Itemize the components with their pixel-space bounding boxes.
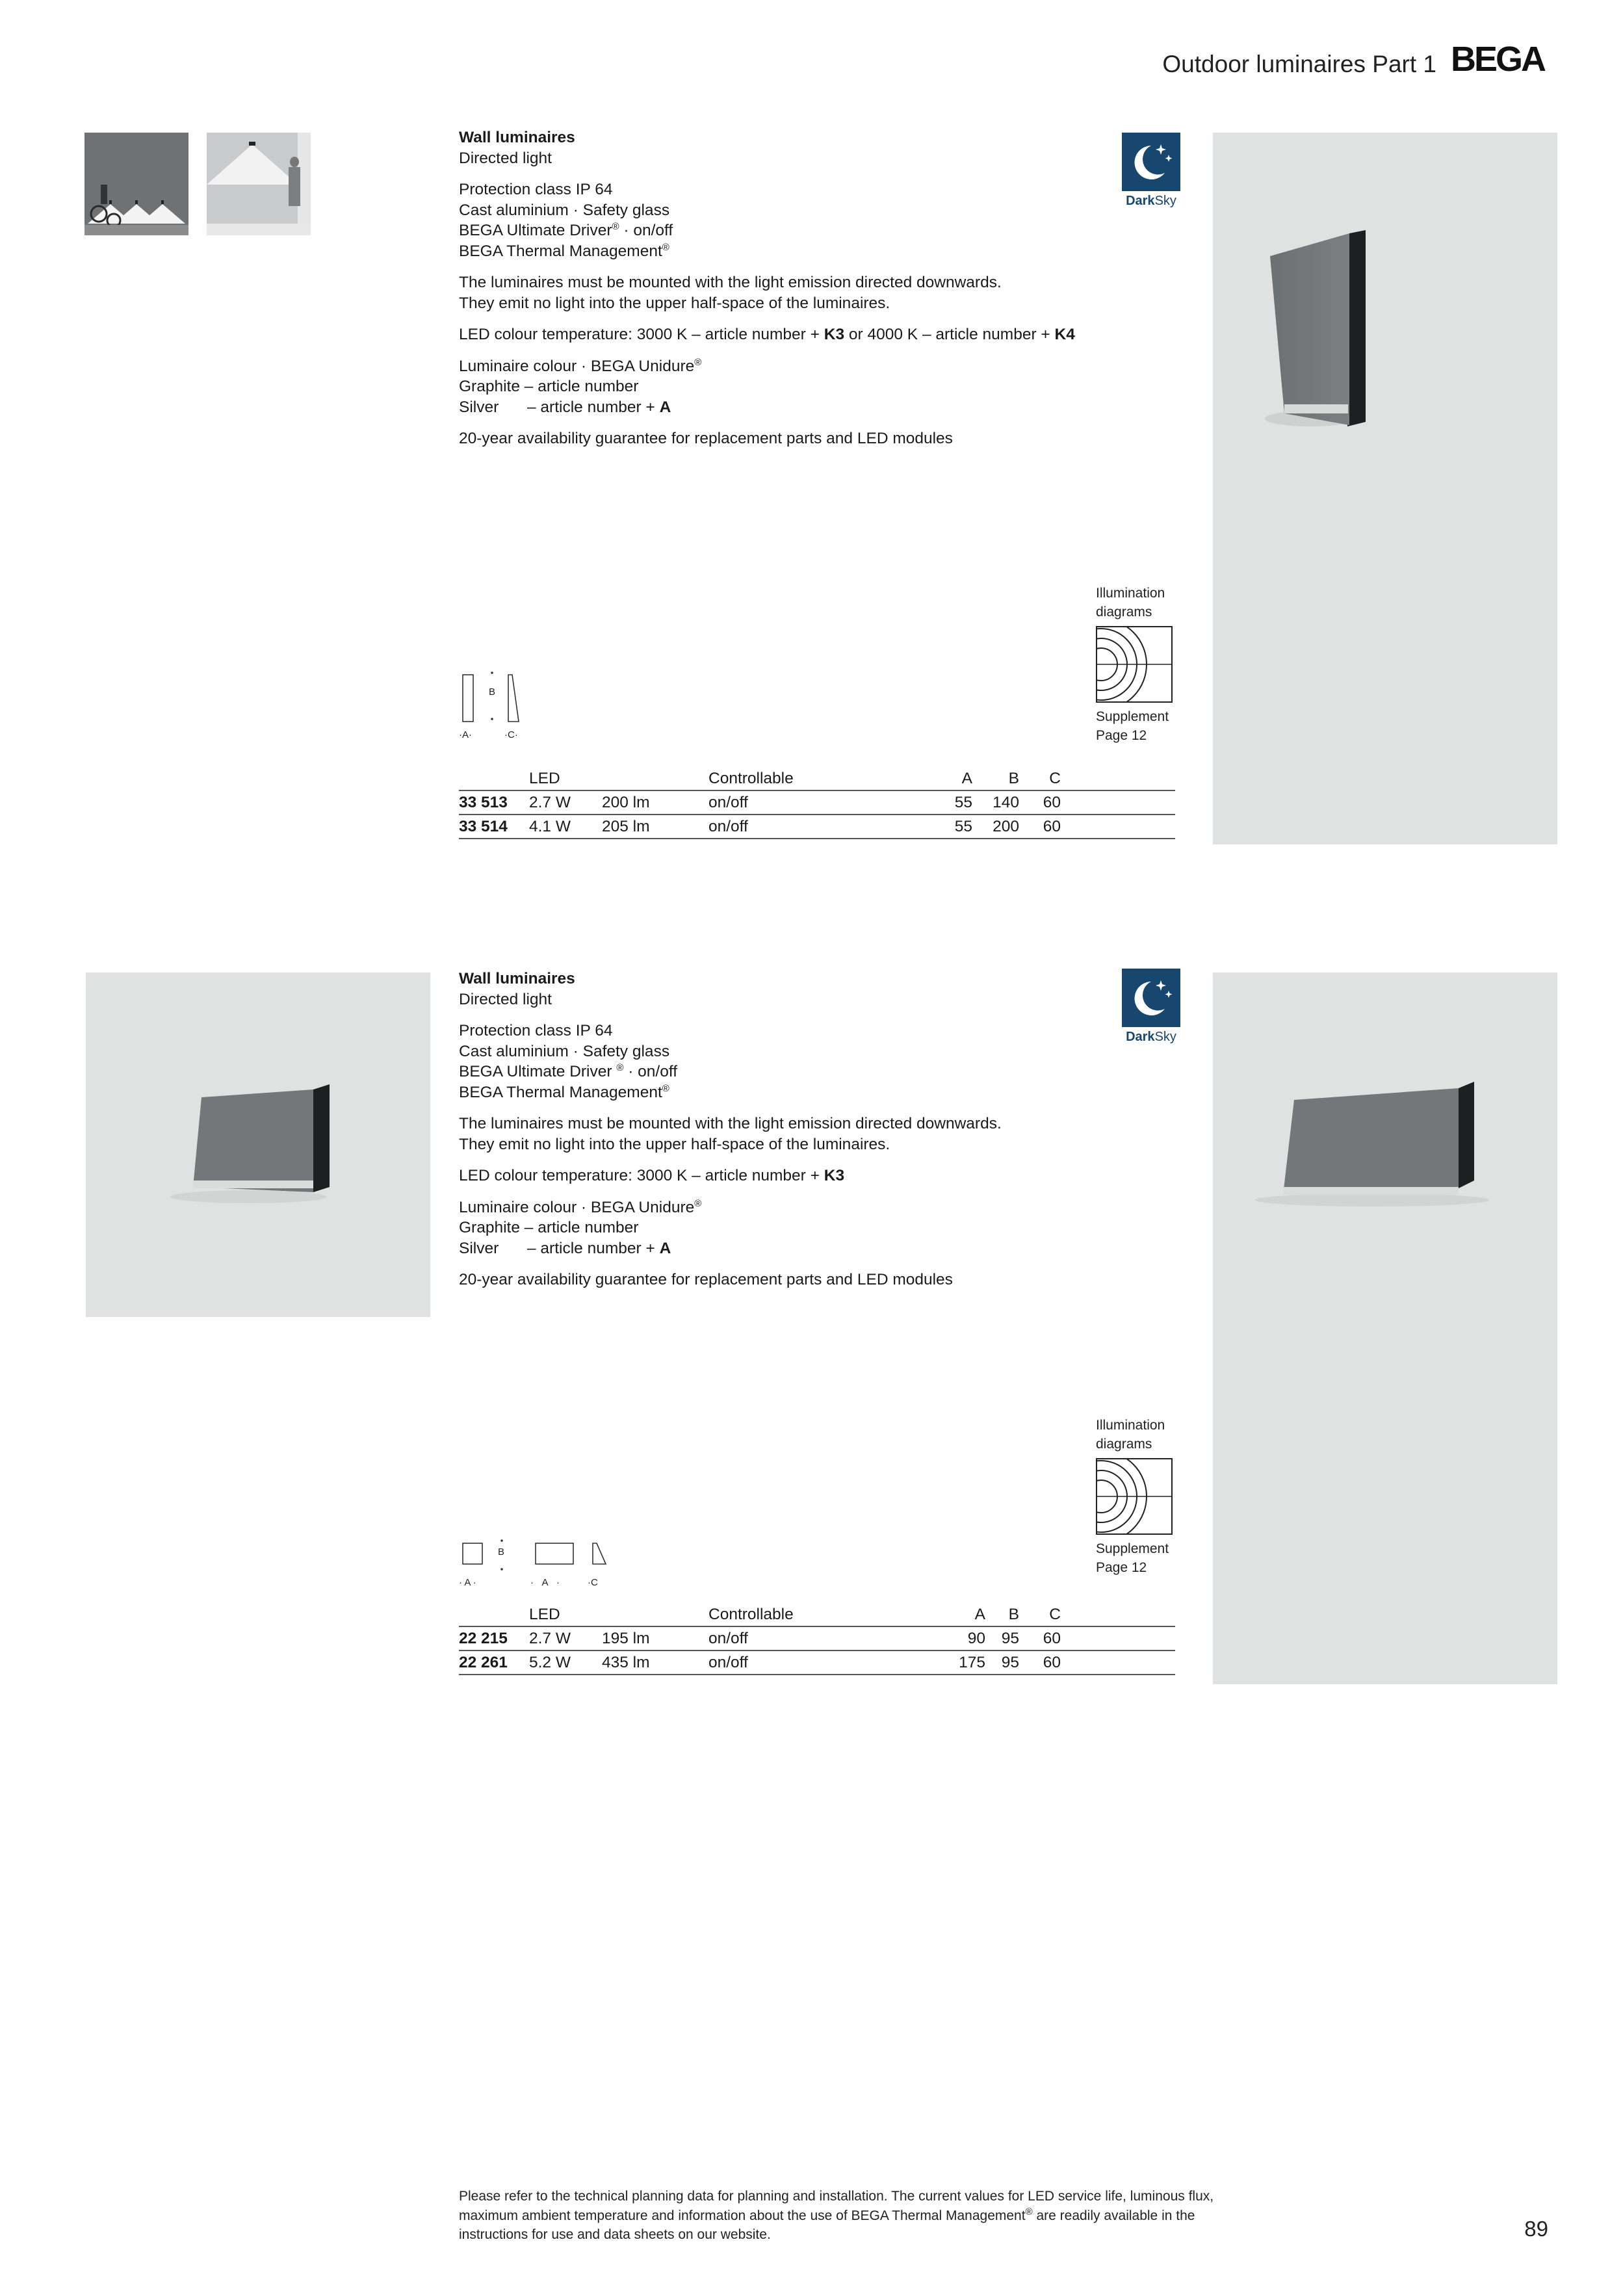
dim-c: 60	[1019, 1626, 1061, 1650]
spec-thermal: BEGA Thermal Management®	[459, 1082, 669, 1101]
spec-material: Cast aluminium · Safety glass	[459, 1042, 670, 1060]
supplement-reference: Supplement Page 12	[1096, 709, 1169, 743]
dim-a: 55	[877, 815, 972, 839]
dim-c: 60	[1019, 1650, 1061, 1675]
col-led: LED	[529, 1605, 560, 1623]
colour-silver: Silver – article number + A	[459, 398, 671, 416]
lumens: 435 lm	[602, 1650, 708, 1675]
spec-thermal: BEGA Thermal Management®	[459, 241, 669, 260]
luminaire-colour: Luminaire colour · BEGA Unidure®	[459, 1197, 702, 1216]
col-c: C	[1049, 769, 1061, 787]
darksky-label: DarkSky	[1126, 194, 1176, 208]
dimension-label-a: · A ·	[459, 1577, 476, 1588]
moon-stars-icon	[1122, 133, 1180, 191]
table-row	[459, 815, 1175, 839]
darksky-label: DarkSky	[1126, 1030, 1176, 1044]
product-subtitle: Directed light	[459, 149, 552, 167]
mounting-note: The luminaires must be mounted with the light emission directed downwards.	[459, 1115, 1002, 1132]
article-number: 22 261	[459, 1650, 529, 1675]
led-colour-temperature: LED colour temperature: 3000 K – article number + K3	[459, 1167, 845, 1184]
dim-a: 175	[877, 1650, 985, 1675]
dim-b: 95	[985, 1650, 1019, 1675]
colour-silver: Silver – article number + A	[459, 1239, 671, 1257]
lumens: 205 lm	[602, 815, 708, 839]
product-subtitle: Directed light	[459, 990, 552, 1008]
table-row	[459, 1650, 1175, 1675]
application-thumbnail-2	[207, 133, 311, 235]
dim-c: 60	[1019, 790, 1061, 815]
spec-material: Cast aluminium · Safety glass	[459, 201, 670, 219]
colour-graphite: Graphite – article number	[459, 1219, 639, 1236]
controllable: on/off	[708, 815, 877, 839]
table-row	[459, 1626, 1175, 1650]
mounting-note: The luminaires must be mounted with the light emission directed downwards.	[459, 274, 1002, 291]
illumination-diagram-icon[interactable]	[1096, 626, 1173, 703]
mounting-note-2: They emit no light into the upper half-space of the luminaires.	[459, 294, 890, 312]
product-description-1	[459, 127, 1109, 460]
col-b: B	[1008, 769, 1019, 787]
article-number: 22 215	[459, 1626, 529, 1650]
wattage: 2.7 W	[529, 790, 602, 815]
dimension-label-a-2: · A ·	[530, 1577, 560, 1588]
wattage: 4.1 W	[529, 815, 602, 839]
spec-protection: Protection class IP 64	[459, 181, 613, 198]
luminaire-colour: Luminaire colour · BEGA Unidure®	[459, 356, 702, 375]
section-title: Outdoor luminaires Part 1	[1162, 51, 1436, 77]
dim-a: 55	[877, 790, 972, 815]
product-title: Wall luminaires	[459, 129, 575, 146]
spec-driver: BEGA Ultimate Driver ® · on/off	[459, 1062, 678, 1080]
mounting-note-2: They emit no light into the upper half-space of the luminaires.	[459, 1135, 890, 1153]
dimension-label-b: B	[498, 1546, 505, 1558]
spec-table-1	[459, 767, 1175, 839]
product-photo-2a	[86, 972, 430, 1317]
availability-guarantee: 20-year availability guarantee for replacement parts and LED modules	[459, 430, 953, 447]
dimension-label-a: ·A·	[459, 729, 473, 740]
col-b: B	[1008, 1605, 1019, 1623]
table-row	[459, 790, 1175, 815]
col-a: A	[974, 1605, 985, 1623]
application-thumbnail-1	[84, 133, 188, 235]
dim-b: 140	[972, 790, 1019, 815]
page-number: 89	[1524, 2217, 1548, 2241]
dimension-label-c: ·C·	[504, 729, 518, 740]
product-photo-1	[1213, 133, 1557, 844]
controllable: on/off	[708, 790, 877, 815]
dimension-label-c: ·C	[588, 1577, 598, 1588]
dim-b: 200	[972, 815, 1019, 839]
footer-note: Please refer to the technical planning data for planning and installation. The current values for LED service life, luminous flux, maximum ambient temperature and information about the use of BEGA Thermal Management® are readily available in the instructions for use and data sheets on our website.	[459, 2189, 1214, 2242]
dimension-drawing-1	[459, 670, 537, 748]
wattage: 5.2 W	[529, 1650, 602, 1675]
product-photo-2b	[1213, 972, 1557, 1684]
spec-protection: Protection class IP 64	[459, 1022, 613, 1039]
lumens: 195 lm	[602, 1626, 708, 1650]
illumination-diagram-icon[interactable]	[1096, 1458, 1173, 1535]
product-description-2	[459, 969, 1109, 1301]
lumens: 200 lm	[602, 790, 708, 815]
availability-guarantee: 20-year availability guarantee for replacement parts and LED modules	[459, 1271, 953, 1288]
wattage: 2.7 W	[529, 1626, 602, 1650]
col-controllable: Controllable	[708, 1605, 794, 1623]
moon-stars-icon	[1122, 969, 1180, 1027]
product-title: Wall luminaires	[459, 970, 575, 987]
dimension-drawing-2	[459, 1537, 615, 1595]
col-controllable: Controllable	[708, 769, 794, 787]
col-led: LED	[529, 769, 560, 787]
darksky-badge	[1122, 969, 1180, 1045]
col-c: C	[1049, 1605, 1061, 1623]
illumination-label: Illumination diagrams	[1096, 1418, 1165, 1452]
spec-driver: BEGA Ultimate Driver® · on/off	[459, 220, 673, 239]
dimension-label-b: B	[489, 686, 496, 698]
led-colour-temperature: LED colour temperature: 3000 K – article number + K3 or 4000 K – article number + K4	[459, 326, 1075, 343]
col-a: A	[961, 769, 972, 787]
dim-b: 95	[985, 1626, 1019, 1650]
spec-table-2	[459, 1603, 1175, 1675]
dim-a: 90	[877, 1626, 985, 1650]
article-number: 33 514	[459, 815, 529, 839]
dim-c: 60	[1019, 815, 1061, 839]
illumination-label: Illumination diagrams	[1096, 586, 1165, 620]
article-number: 33 513	[459, 790, 529, 815]
supplement-reference: Supplement Page 12	[1096, 1541, 1169, 1575]
controllable: on/off	[708, 1626, 877, 1650]
table-header	[459, 1603, 1175, 1626]
table-header	[459, 767, 1175, 790]
darksky-badge	[1122, 133, 1180, 209]
brand-logo: BEGA	[1451, 40, 1545, 79]
controllable: on/off	[708, 1650, 877, 1675]
colour-graphite: Graphite – article number	[459, 378, 639, 395]
